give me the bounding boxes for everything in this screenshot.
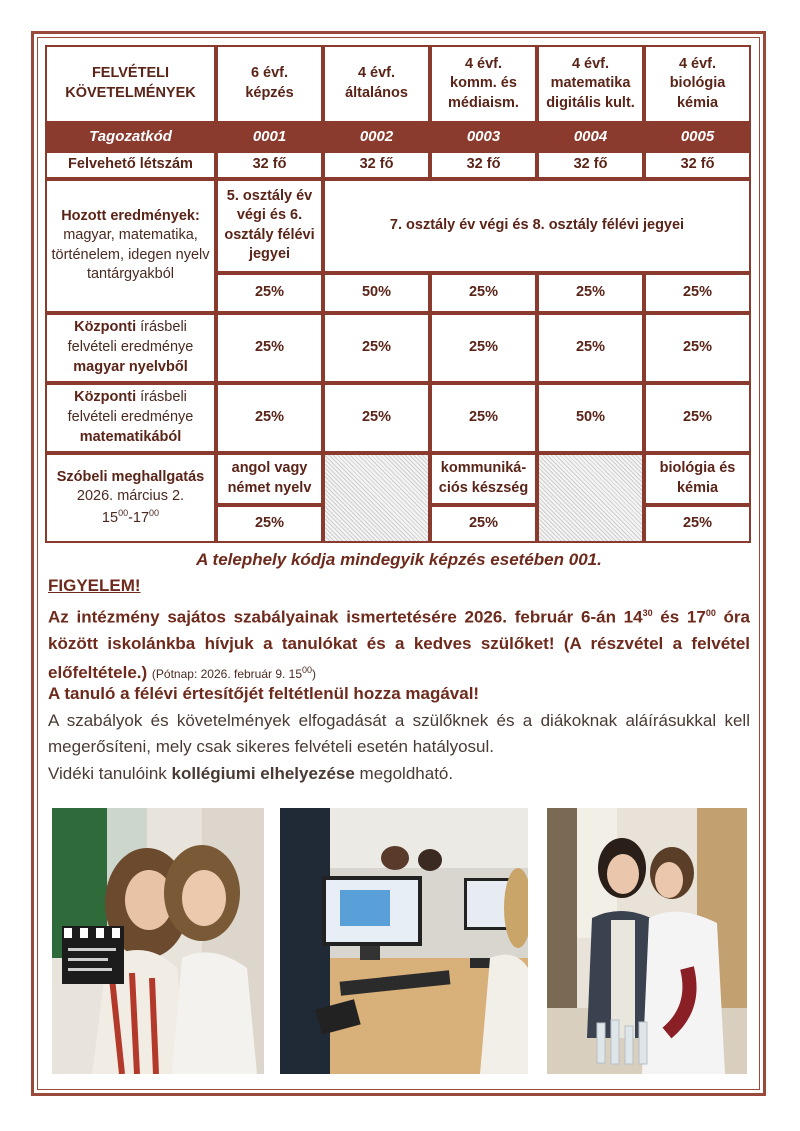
code-cell: 0005	[644, 123, 751, 151]
code-row-label: Tagozatkód	[45, 123, 216, 151]
capacity-cell: 32 fő	[216, 151, 323, 179]
hozott-row	[45, 179, 751, 273]
hatched-cell	[537, 453, 644, 543]
magyar-value: 25%	[323, 313, 430, 383]
capacity-cell: 32 fő	[537, 151, 644, 179]
hozott-span-text: 7. osztály év végi és 8. osztály félévi jegyei	[323, 179, 751, 273]
header-col-4: 4 évf. matematika digitális kult.	[537, 45, 644, 123]
szobeli-topic: angol vagy német nyelv	[216, 453, 323, 505]
photo-students-clapperboard	[52, 808, 264, 1074]
header-col-2: 4 évf. általános	[323, 45, 430, 123]
szobeli-topic: biológia és kémia	[644, 453, 751, 505]
szobeli-value: 25%	[430, 505, 537, 543]
header-label-cell: FELVÉTELI KÖVETELMÉNYEK	[45, 45, 216, 123]
header-col-5: 4 évf. biológia kémia	[644, 45, 751, 123]
matek-value: 25%	[216, 383, 323, 453]
figyelem-heading: FIGYELEM!	[48, 576, 141, 595]
hozott-value: 25%	[430, 273, 537, 313]
matek-value: 50%	[537, 383, 644, 453]
szobeli-row	[45, 453, 751, 505]
magyar-value: 25%	[644, 313, 751, 383]
header-row	[45, 45, 751, 123]
matek-value: 25%	[644, 383, 751, 453]
code-row	[45, 123, 751, 151]
hozott-col1-text: 5. osztály év végi és 6. osztály félévi jegyei	[216, 179, 323, 273]
magyar-value: 25%	[537, 313, 644, 383]
szobeli-value: 25%	[644, 505, 751, 543]
szobeli-label: Szóbeli meghallgatás 2026. március 2. $15^{00}-17^{00}$	[45, 453, 216, 543]
matek-value: 25%	[430, 383, 537, 453]
magyar-value: 25%	[216, 313, 323, 383]
capacity-row-label: Felvehető létszám	[45, 151, 216, 179]
hozott-value: 25%	[644, 273, 751, 313]
capacity-cell: 32 fő	[323, 151, 430, 179]
photo-science-lab	[547, 808, 747, 1074]
header-col-1: 6 évf. képzés	[216, 45, 323, 123]
report-card-note: A tanuló a félévi értesítőjét feltétlenül hozza magával!	[48, 684, 480, 703]
hozott-label: Hozott eredmények: magyar, matematika, történelem, idegen nyelv tantárgyakból	[45, 179, 216, 313]
capacity-cell: 32 fő	[644, 151, 751, 179]
capacity-row	[45, 151, 751, 179]
matek-label: Központi írásbeli felvételi eredménye matematikából	[45, 383, 216, 453]
matek-row	[45, 383, 751, 453]
code-cell: 0004	[537, 123, 644, 151]
code-cell: 0001	[216, 123, 323, 151]
admission-requirements-table	[45, 45, 751, 543]
header-col-3: 4 évf. komm. és médiaism.	[430, 45, 537, 123]
dormitory-note: Vidéki tanulóink kollégiumi elhelyezése megoldható.	[48, 764, 454, 783]
rules-paragraph: A szabályok és követelmények elfogadását a szülőknek és a diákoknak aláírásukkal kell megerősíteni, mely csak sikeres felvételi esetén hatályosul.	[48, 711, 750, 756]
szobeli-topic: kommuniká-ciós készség	[430, 453, 537, 505]
info-paragraph: Az intézmény sajátos szabályainak ismertetésére 2026. február 6-án $14^{30}$ és $17^{00}$ óra között iskolánkba hívjuk a tanulókat és a kedves szülőket! (A részvétel a felvétel előfeltétele.) (Pótnap: 2026. február 9. $15^{00}$)	[48, 607, 751, 682]
hozott-value: 50%	[323, 273, 430, 313]
capacity-cell: 32 fő	[430, 151, 537, 179]
magyar-row	[45, 313, 751, 383]
hozott-value: 25%	[216, 273, 323, 313]
photo-computer-lab	[280, 808, 528, 1074]
code-cell: 0003	[430, 123, 537, 151]
hozott-value: 25%	[537, 273, 644, 313]
telephely-note: A telephely kódja mindegyik képzés esetében 001.	[196, 550, 602, 569]
hatched-cell	[323, 453, 430, 543]
magyar-label: Központi írásbeli felvételi eredménye magyar nyelvből	[45, 313, 216, 383]
code-cell: 0002	[323, 123, 430, 151]
matek-value: 25%	[323, 383, 430, 453]
magyar-value: 25%	[430, 313, 537, 383]
szobeli-value: 25%	[216, 505, 323, 543]
